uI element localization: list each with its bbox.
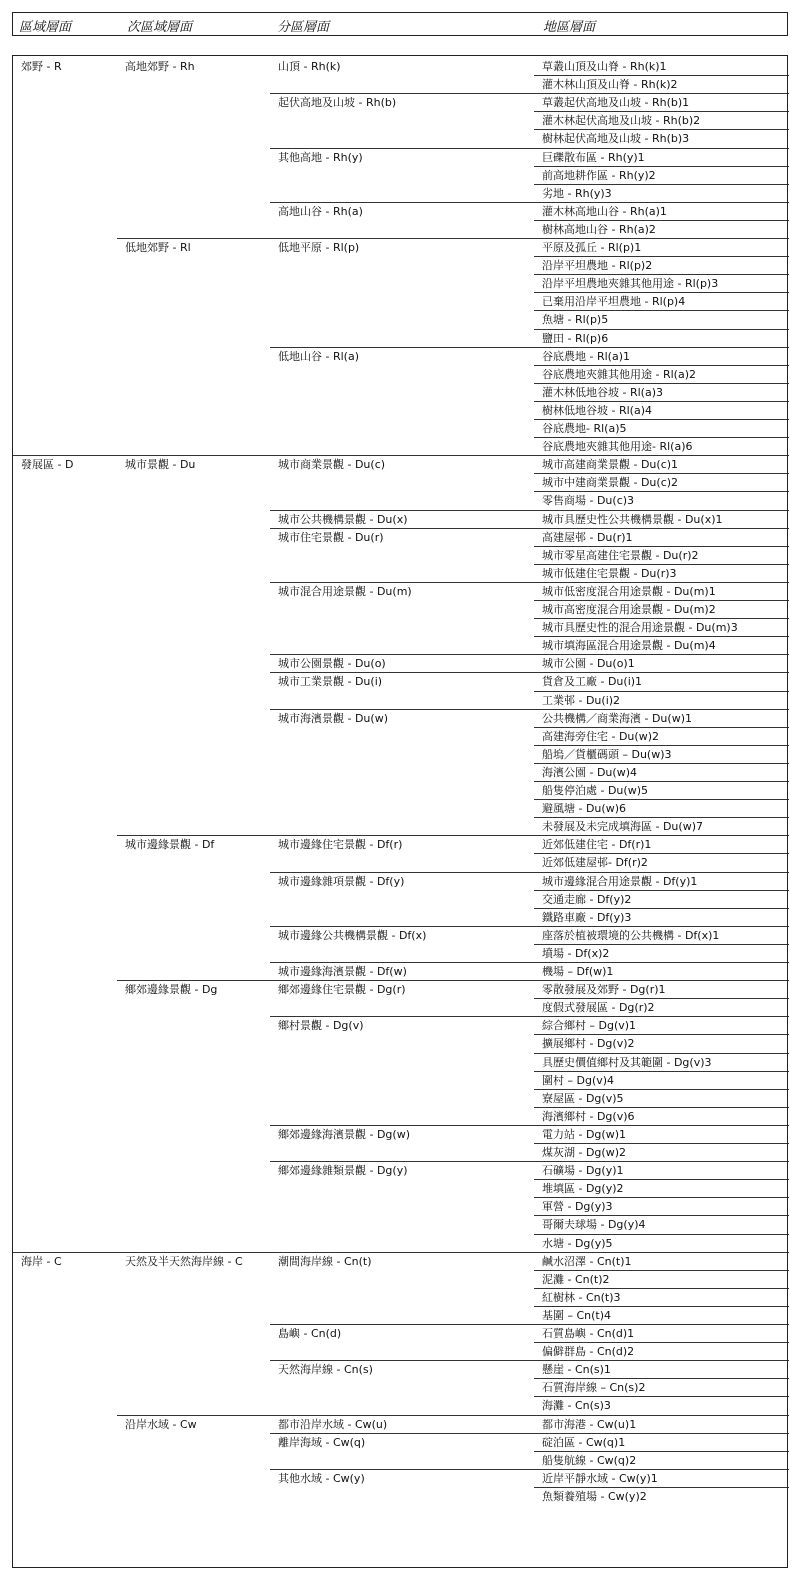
division-label: 城市混合用途景觀 - Du(m) (278, 584, 412, 598)
division-divider (270, 1324, 789, 1325)
district-item: 船塢／貨櫃碼頭 – Du(w)3 (542, 747, 672, 761)
division-label: 鄉村景觀 - Dg(v) (278, 1019, 364, 1033)
division-label: 其他高地 - Rh(y) (278, 150, 363, 164)
division-label: 城市商業景觀 - Du(c) (278, 458, 386, 472)
subregion-label: 鄉郊邊緣景觀 - Dg (125, 983, 218, 997)
district-item: 近郊低建屋邨- Df(r)2 (542, 856, 648, 870)
district-item: 堆填區 - Dg(y)2 (542, 1182, 624, 1196)
division-label: 離岸海域 - Cw(q) (278, 1435, 366, 1449)
district-item: 灌木林低地谷坡 - Rl(a)3 (542, 385, 663, 399)
district-item: 劣地 - Rh(y)3 (542, 186, 612, 200)
district-item: 樹林高地山谷 - Rh(a)2 (542, 222, 656, 236)
district-item: 石質海岸線 – Cn(s)2 (542, 1381, 646, 1395)
district-item: 碇泊區 - Cw(q)1 (542, 1435, 626, 1449)
district-item: 城市中建商業景觀 - Du(c)2 (542, 476, 679, 490)
district-item: 都市海港 - Cw(u)1 (542, 1417, 637, 1431)
column-header-bar (12, 12, 788, 36)
division-label: 都市沿岸水域 - Cw(u) (278, 1417, 388, 1431)
district-item: 公共機構／商業海濱 - Du(w)1 (542, 711, 692, 725)
subregion-label: 城市景觀 - Du (125, 458, 196, 472)
district-item: 谷底農地 - Rl(a)1 (542, 349, 630, 363)
district-item: 石礦場 - Dg(y)1 (542, 1164, 624, 1178)
district-item: 魚塘 - Rl(p)5 (542, 313, 609, 327)
district-item: 基圍 – Cn(t)4 (542, 1308, 612, 1322)
district-item: 近郊低建住宅 - Df(r)1 (542, 838, 652, 852)
district-item: 海濱鄉村 - Dg(v)6 (542, 1109, 635, 1123)
district-item: 鐵路車廠 - Df(y)3 (542, 910, 632, 924)
district-item: 城市邊緣混合用途景觀 - Df(y)1 (542, 874, 698, 888)
district-item: 船隻航線 - Cw(q)2 (542, 1453, 637, 1467)
district-item: 度假式發展區 - Dg(r)2 (542, 1001, 655, 1015)
division-label: 城市公共機構景觀 - Du(x) (278, 512, 408, 526)
district-item: 灌木林山頂及山脊 - Rh(k)2 (542, 78, 678, 92)
district-item: 交通走廊 - Df(y)2 (542, 892, 632, 906)
header-subregion: 次區域層面 (127, 20, 193, 35)
subregion-divider (117, 238, 789, 239)
district-item: 鹹水沼澤 - Cn(t)1 (542, 1254, 632, 1268)
district-item: 軍營 - Dg(y)3 (542, 1200, 613, 1214)
division-label: 城市海濱景觀 - Du(w) (278, 711, 388, 725)
district-item: 具歷史價值鄉村及其範圍 - Dg(v)3 (542, 1055, 712, 1069)
district-item: 巨礫散布區 - Rh(y)1 (542, 150, 645, 164)
district-item: 懸崖 - Cn(s)1 (542, 1363, 611, 1377)
header-division: 分區層面 (277, 20, 330, 35)
landscape-character-table (12, 55, 788, 1568)
region-label: 發展區 - D (21, 458, 74, 472)
division-label: 山頂 - Rh(k) (278, 60, 341, 73)
district-item: 谷底農地夾雜其他用途- Rl(a)6 (542, 440, 693, 454)
subregion-divider (117, 835, 789, 836)
district-item: 沿岸平坦農地夾雜其他用途 - Rl(p)3 (542, 277, 719, 291)
district-item: 紅樹林 - Cn(t)3 (542, 1290, 621, 1304)
district-item: 近岸平靜水域 - Cw(y)1 (542, 1471, 658, 1485)
division-label: 鄉郊邊緣海濱景觀 - Dg(w) (278, 1127, 410, 1141)
division-label: 起伏高地及山坡 - Rh(b) (278, 96, 397, 110)
district-item: 泥灘 - Cn(t)2 (542, 1272, 610, 1286)
district-item: 鹽田 - Rl(p)6 (542, 331, 609, 345)
division-label: 城市邊緣公共機構景觀 - Df(x) (278, 928, 427, 942)
district-item: 工業邨 - Du(i)2 (542, 693, 621, 707)
header-district: 地區層面 (543, 20, 596, 35)
district-item: 城市填海區混合用途景觀 - Du(m)4 (542, 639, 716, 653)
district-item: 零售商場 - Du(c)3 (542, 494, 635, 508)
subregion-divider (117, 1415, 789, 1416)
subregion-divider (117, 980, 789, 981)
district-item: 偏僻群島 - Cn(d)2 (542, 1345, 635, 1359)
division-label: 城市公園景觀 - Du(o) (278, 657, 386, 671)
district-item: 擴展鄉村 - Dg(v)2 (542, 1037, 635, 1051)
district-item: 城市低密度混合用途景觀 - Du(m)1 (542, 584, 716, 598)
division-label: 鄉郊邊緣雜類景觀 - Dg(y) (278, 1164, 408, 1178)
district-item: 電力站 - Dg(w)1 (542, 1127, 626, 1141)
division-label: 潮間海岸線 - Cn(t) (278, 1254, 372, 1268)
district-item: 城市公園 - Du(o)1 (542, 657, 635, 671)
district-item: 避風塘 - Du(w)6 (542, 802, 626, 816)
district-item: 高建屋邨 - Du(r)1 (542, 530, 633, 544)
district-item: 灌木林起伏高地及山坡 - Rh(b)2 (542, 114, 701, 128)
district-item: 海濱公園 - Du(w)4 (542, 765, 637, 779)
district-item: 草叢起伏高地及山坡 - Rh(b)1 (542, 96, 690, 110)
district-item: 城市零星高建住宅景觀 - Du(r)2 (542, 548, 699, 562)
district-item: 圍村 – Dg(v)4 (542, 1073, 615, 1087)
district-item: 谷底農地夾雜其他用途 - Rl(a)2 (542, 367, 696, 381)
division-label: 城市住宅景觀 - Du(r) (278, 530, 384, 544)
district-item: 平原及孤丘 - Rl(p)1 (542, 241, 642, 254)
subregion-label: 高地郊野 - Rh (125, 60, 195, 73)
district-item: 零散發展及郊野 - Dg(r)1 (542, 983, 666, 997)
header-region: 區域層面 (19, 20, 72, 35)
district-item: 水塘 - Dg(y)5 (542, 1236, 613, 1250)
district-item: 綜合鄉村 – Dg(v)1 (542, 1019, 637, 1033)
division-label: 城市邊緣雜項景觀 - Df(y) (278, 874, 405, 888)
district-item: 魚類養殖場 - Cw(y)2 (542, 1489, 647, 1503)
division-label: 天然海岸線 - Cn(s) (278, 1363, 373, 1377)
division-label: 其他水域 - Cw(y) (278, 1471, 365, 1485)
district-item: 城市具歷史性的混合用途景觀 - Du(m)3 (542, 621, 738, 635)
division-label: 高地山谷 - Rh(a) (278, 204, 363, 218)
district-item: 墳場 - Df(x)2 (542, 946, 610, 960)
subregion-label: 天然及半天然海岸線 - C (125, 1254, 243, 1268)
division-label: 城市邊緣住宅景觀 - Df(r) (278, 838, 403, 852)
district-item: 船隻停泊處 - Du(w)5 (542, 784, 648, 797)
district-item: 城市高密度混合用途景觀 - Du(m)2 (542, 603, 716, 616)
region-label: 郊野 - R (21, 60, 62, 73)
district-item: 城市具歷史性公共機構景觀 - Du(x)1 (542, 512, 723, 526)
district-item: 前高地耕作區 - Rh(y)2 (542, 168, 656, 182)
district-item: 沿岸平坦農地 - Rl(p)2 (542, 259, 653, 273)
division-label: 城市工業景觀 - Du(i) (278, 675, 383, 689)
district-item: 樹林低地谷坡 - Rl(a)4 (542, 403, 652, 417)
district-item: 谷底農地- Rl(a)5 (542, 422, 627, 435)
district-item: 機場 – Df(w)1 (542, 965, 614, 978)
district-item: 樹林起伏高地及山坡 - Rh(b)3 (542, 132, 690, 146)
district-item: 石質島嶼 - Cn(d)1 (542, 1327, 635, 1340)
subregion-label: 城市邊緣景觀 - Df (125, 838, 215, 852)
district-item: 寮屋區 - Dg(v)5 (542, 1091, 624, 1105)
subregion-label: 低地郊野 - Rl (125, 241, 191, 254)
subregion-label: 沿岸水域 - Cw (125, 1417, 197, 1431)
district-item: 城市高建商業景觀 - Du(c)1 (542, 458, 679, 472)
region-label: 海岸 - C (21, 1254, 62, 1268)
district-item: 海灘 - Cn(s)3 (542, 1399, 611, 1413)
district-item: 已棄用沿岸平坦農地 - Rl(p)4 (542, 295, 686, 309)
division-label: 低地山谷 - Rl(a) (278, 349, 359, 363)
district-item: 貨倉及工廠 - Du(i)1 (542, 675, 643, 689)
district-item: 哥爾夫球場 - Dg(y)4 (542, 1218, 646, 1232)
division-label: 島嶼 - Cn(d) (278, 1327, 342, 1340)
division-label: 鄉郊邊緣住宅景觀 - Dg(r) (278, 983, 406, 997)
district-item: 高建海旁住宅 - Du(w)2 (542, 729, 659, 743)
division-label: 低地平原 - Rl(p) (278, 241, 360, 254)
district-item: 座落於植被環境的公共機構 - Df(x)1 (542, 928, 720, 942)
district-item: 城市低建住宅景觀 - Du(r)3 (542, 566, 677, 580)
district-item: 煤灰湖 - Dg(w)2 (542, 1146, 626, 1159)
district-item: 未發展及未完成填海區 - Du(w)7 (542, 820, 703, 834)
district-item: 灌木林高地山谷 - Rh(a)1 (542, 204, 667, 218)
division-label: 城市邊緣海濱景觀 - Df(w) (278, 965, 407, 978)
district-item: 草叢山頂及山脊 - Rh(k)1 (542, 60, 667, 73)
